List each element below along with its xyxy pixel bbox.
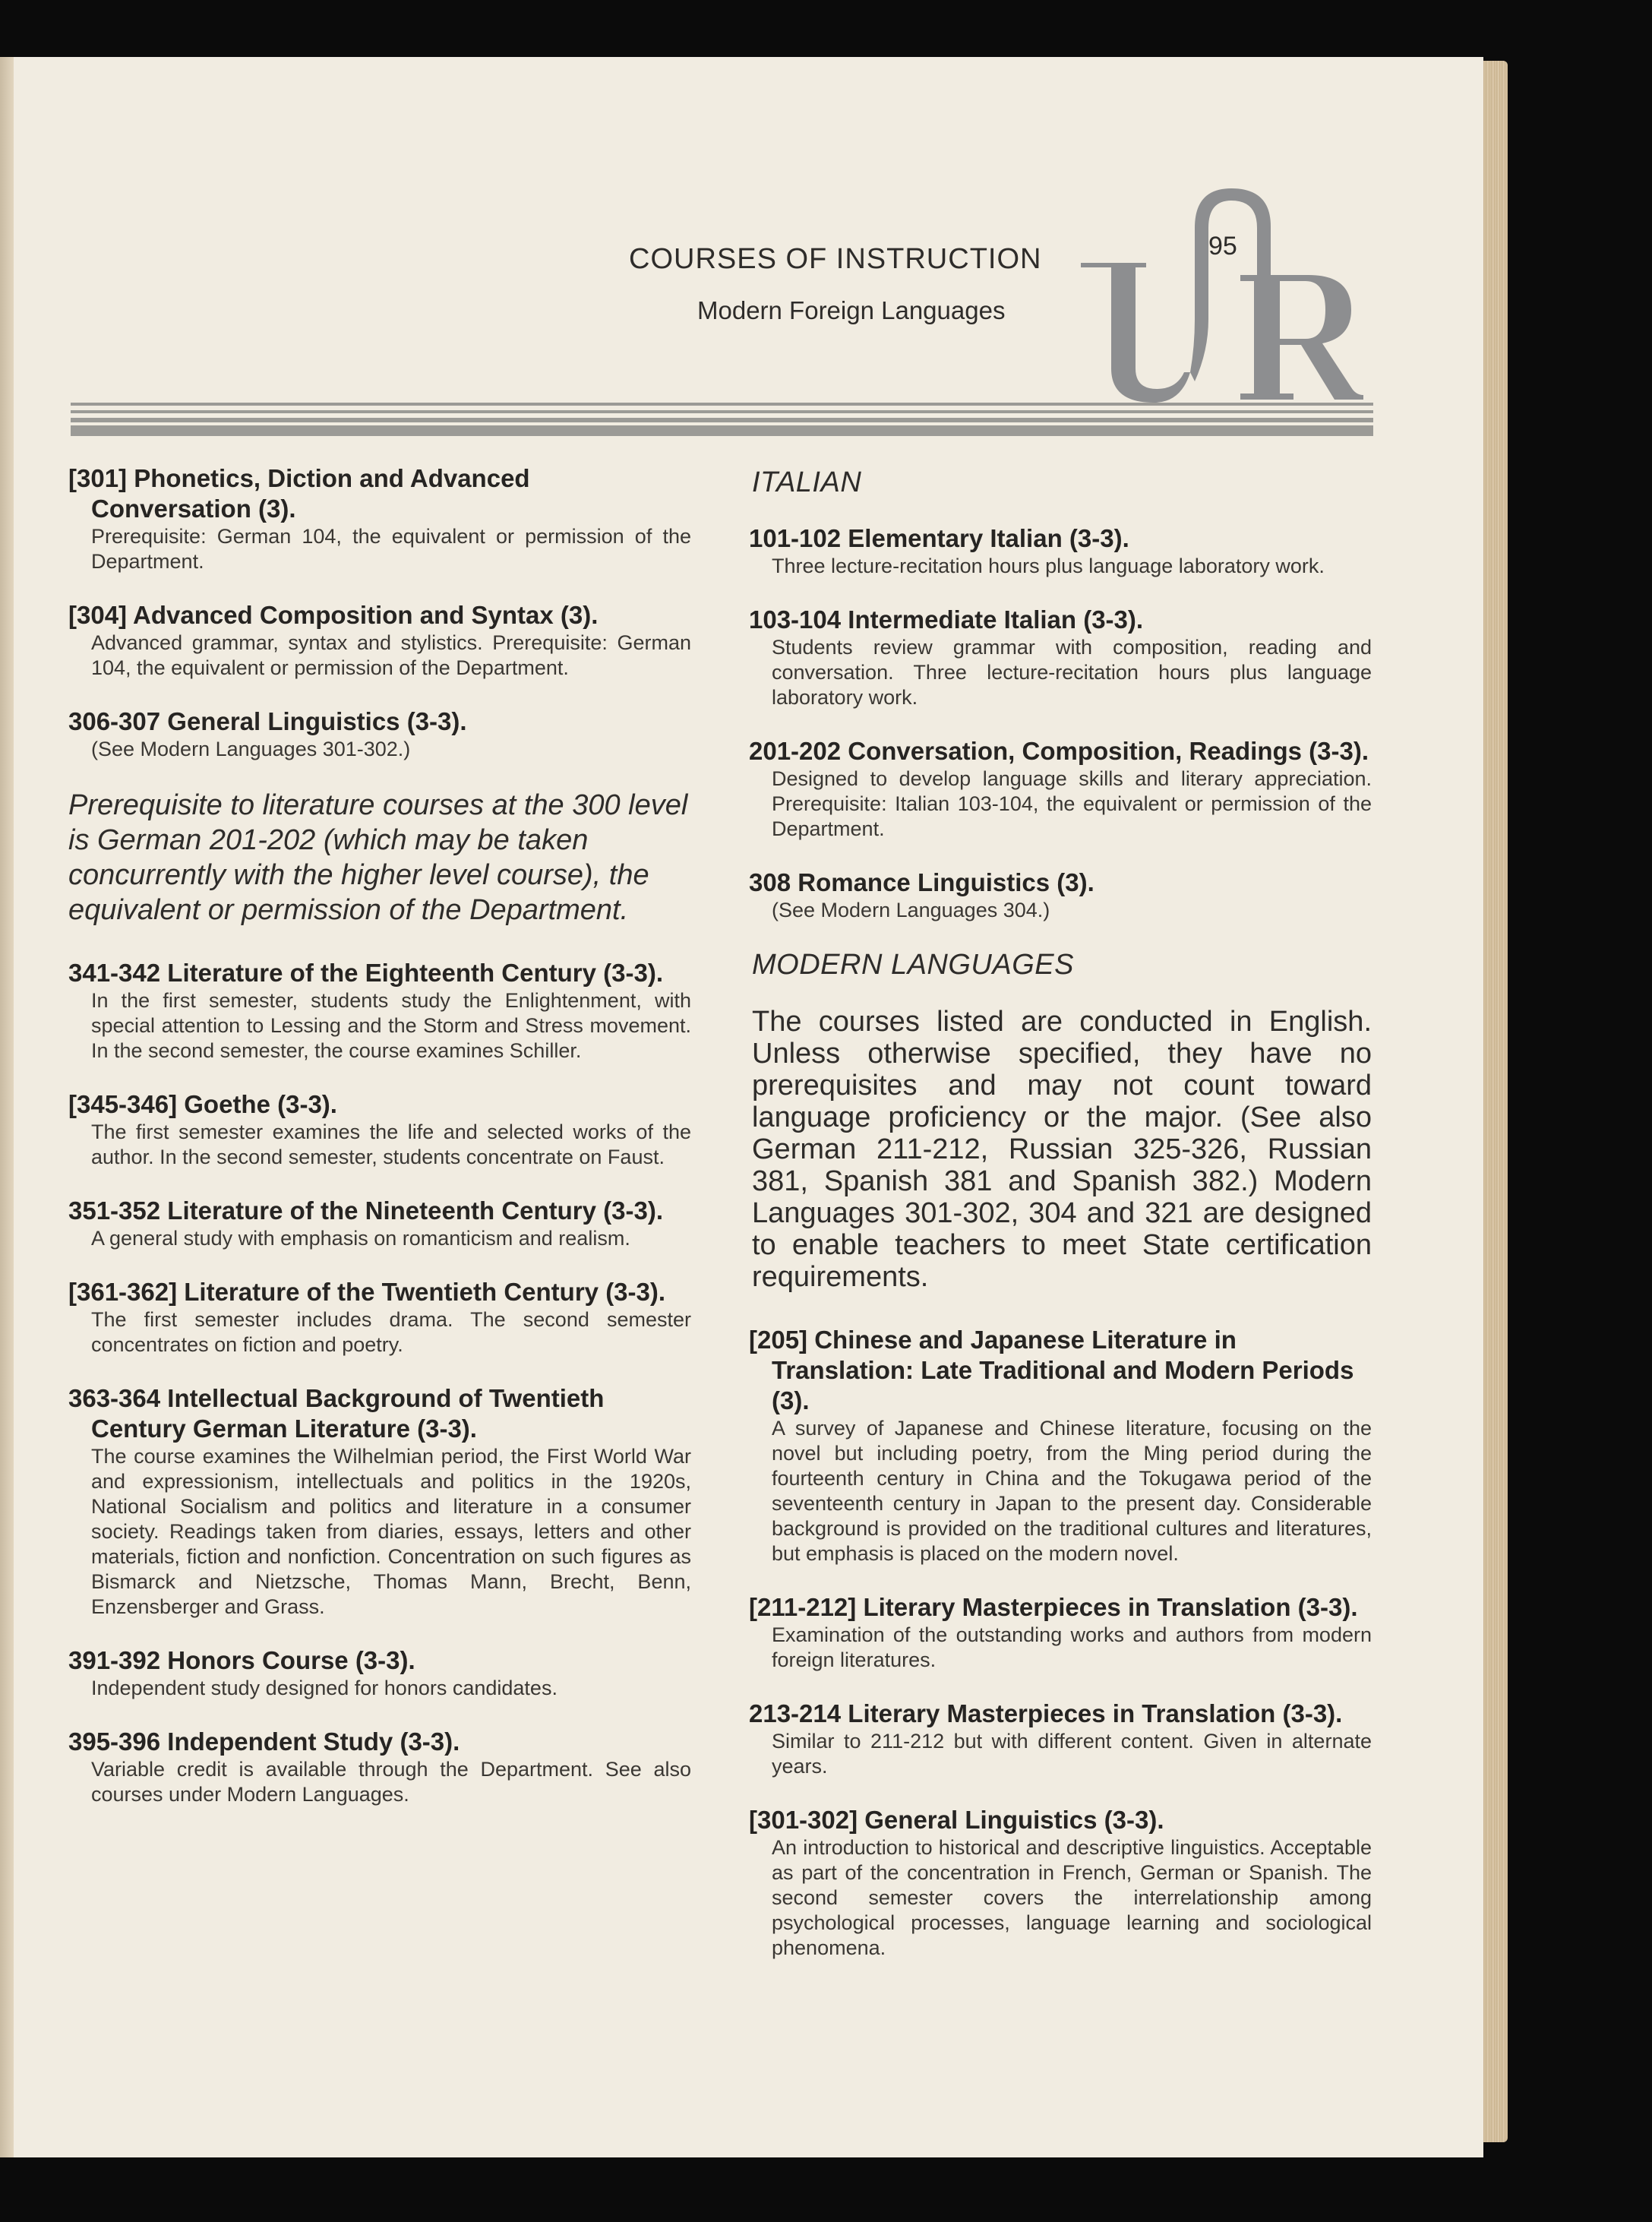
page-number: 95 [1208,232,1237,261]
course-entry [68,600,691,681]
course-title: [301-302] General Linguistics (3-3). [749,1806,1164,1834]
course-title: [361-362] Literature of the Twentieth Century (3-3). [68,1278,666,1306]
course-description: Independent study designed for honors candidates. [91,1677,558,1699]
catalog-page [14,57,1483,2157]
section-subtitle: Modern Foreign Languages [697,296,1006,324]
course-title: 391-392 Honors Course (3-3). [68,1646,415,1674]
modern-languages-intro: The courses listed are conducted in English. Unless otherwise specified, they have no prerequisites and may not count toward language proficiency or the major. (See also German 211-212, Russian 325-326, Russian 381, Spanish 381 and Spanish 382.) Modern Languages 301-302, 304 and 321 are designed to enable teachers to meet State certification requirements. [752,1006,1372,1293]
course-description: The first semester includes drama. The second semester concentrates on fiction and poetry. [91,1308,691,1356]
course-title: [304] Advanced Composition and Syntax (3). [68,601,599,629]
course-description: A general study with emphasis on romanticism and realism. [91,1227,630,1250]
course-entry [749,736,1372,842]
course-description: The course examines the Wilhelmian period, the First World War and expressionism, intellectuals and politics in the 1920s, National Socialism and politics and literature in a consumer society. Readings taken from diaries, essays, letters and other materials, fiction and nonfiction. Concentration on such figures as Bismarck and Nietzsche, Thomas Mann, Brecht, Benn, Enzensberger and Grass. [91,1445,691,1618]
course-title: 341-342 Literature of the Eighteenth Century (3-3). [68,959,663,987]
course-title: 213-214 Literary Masterpieces in Translation (3-3). [749,1699,1343,1727]
course-entry [68,1645,691,1701]
course-description: Prerequisite: German 104, the equivalent or permission of the Department. [91,525,691,573]
course-entry [68,706,691,762]
course-description: An introduction to historical and descriptive linguistics. Acceptable as part of the concentration in French, German or Spanish. The second semester covers the interrelationship among psychological processes, language learning and sociological phenomena. [772,1836,1372,1959]
header-rule [71,403,1373,438]
course-entry [749,868,1372,923]
course-entry [749,605,1372,710]
course-title: 351-352 Literature of the Nineteenth Century (3-3). [68,1196,664,1225]
course-description: Variable credit is available through the Department. See also courses under Modern Languages. [91,1758,691,1806]
right-column [749,463,1372,1987]
course-entry [68,1727,691,1807]
course-description: (See Modern Languages 301-302.) [91,738,411,760]
left-column [68,463,691,1833]
prerequisite-note: Prerequisite to literature courses at the 300 level is German 201-202 (which may be taken concurrently with the higher level course), the equivalent or permission of the Department. [68,789,688,926]
course-entry [749,1592,1372,1673]
course-entry [68,958,691,1064]
course-entry [749,523,1372,579]
section-title: COURSES OF INSTRUCTION [629,243,1042,275]
course-title: 363-364 Intellectual Background of Twentieth Century German Literature (3-3). [68,1384,605,1443]
course-description: A survey of Japanese and Chinese literature, focusing on the novel but including poetry, from the Ming period during the fourteenth century in China and the Tokugawa period of the seventeenth century in Japan to the present day. Considerable background is provided on the traditional cultures and literatures, but emphasis is placed on the modern novel. [772,1417,1372,1565]
course-entry [68,1089,691,1170]
ur-logo-icon [1081,182,1385,403]
section-heading-modern-languages: MODERN LANGUAGES [752,949,1074,981]
course-description: Examination of the outstanding works and authors from modern foreign literatures. [772,1623,1372,1671]
course-entry [68,1277,691,1358]
course-entry [749,1699,1372,1779]
section-heading-italian: ITALIAN [752,466,862,498]
course-title: [211-212] Literary Masterpieces in Translation (3-3). [749,1593,1358,1621]
course-title: [301] Phonetics, Diction and Advanced Conversation (3). [68,464,530,523]
course-description: In the first semester, students study the Enlightenment, with special attention to Lessing and the Storm and Stress movement. In the second semester, the course examines Schiller. [91,989,691,1062]
course-title: 306-307 General Linguistics (3-3). [68,707,467,735]
course-description: Similar to 211-212 but with different content. Given in alternate years. [772,1730,1372,1778]
course-entry [749,1325,1372,1566]
course-title: 101-102 Elementary Italian (3-3). [749,524,1129,552]
course-description: Students review grammar with composition, reading and conversation. Three lecture-recitation hours plus language laboratory work. [772,636,1372,709]
course-title: 308 Romance Linguistics (3). [749,868,1094,896]
course-title: [205] Chinese and Japanese Literature in Translation: Late Traditional and Modern Periods (3). [749,1326,1354,1414]
course-title: 103-104 Intermediate Italian (3-3). [749,605,1144,634]
course-entry [68,463,691,574]
course-description: Designed to develop language skills and literary appreciation. Prerequisite: Italian 103-104, the equivalent or permission of the Department. [772,767,1372,840]
course-title: 201-202 Conversation, Composition, Readings (3-3). [749,737,1369,765]
course-entry [68,1196,691,1251]
course-title: 395-396 Independent Study (3-3). [68,1727,460,1756]
course-entry [749,1805,1372,1961]
course-description: Three lecture-recitation hours plus language laboratory work. [772,555,1325,577]
course-description: Advanced grammar, syntax and stylistics. Prerequisite: German 104, the equivalent or permission of the Department. [91,631,691,679]
course-description: The first semester examines the life and selected works of the author. In the second semester, students concentrate on Faust. [91,1120,691,1168]
course-description: (See Modern Languages 304.) [772,899,1050,921]
course-entry [68,1383,691,1620]
course-title: [345-346] Goethe (3-3). [68,1090,337,1118]
